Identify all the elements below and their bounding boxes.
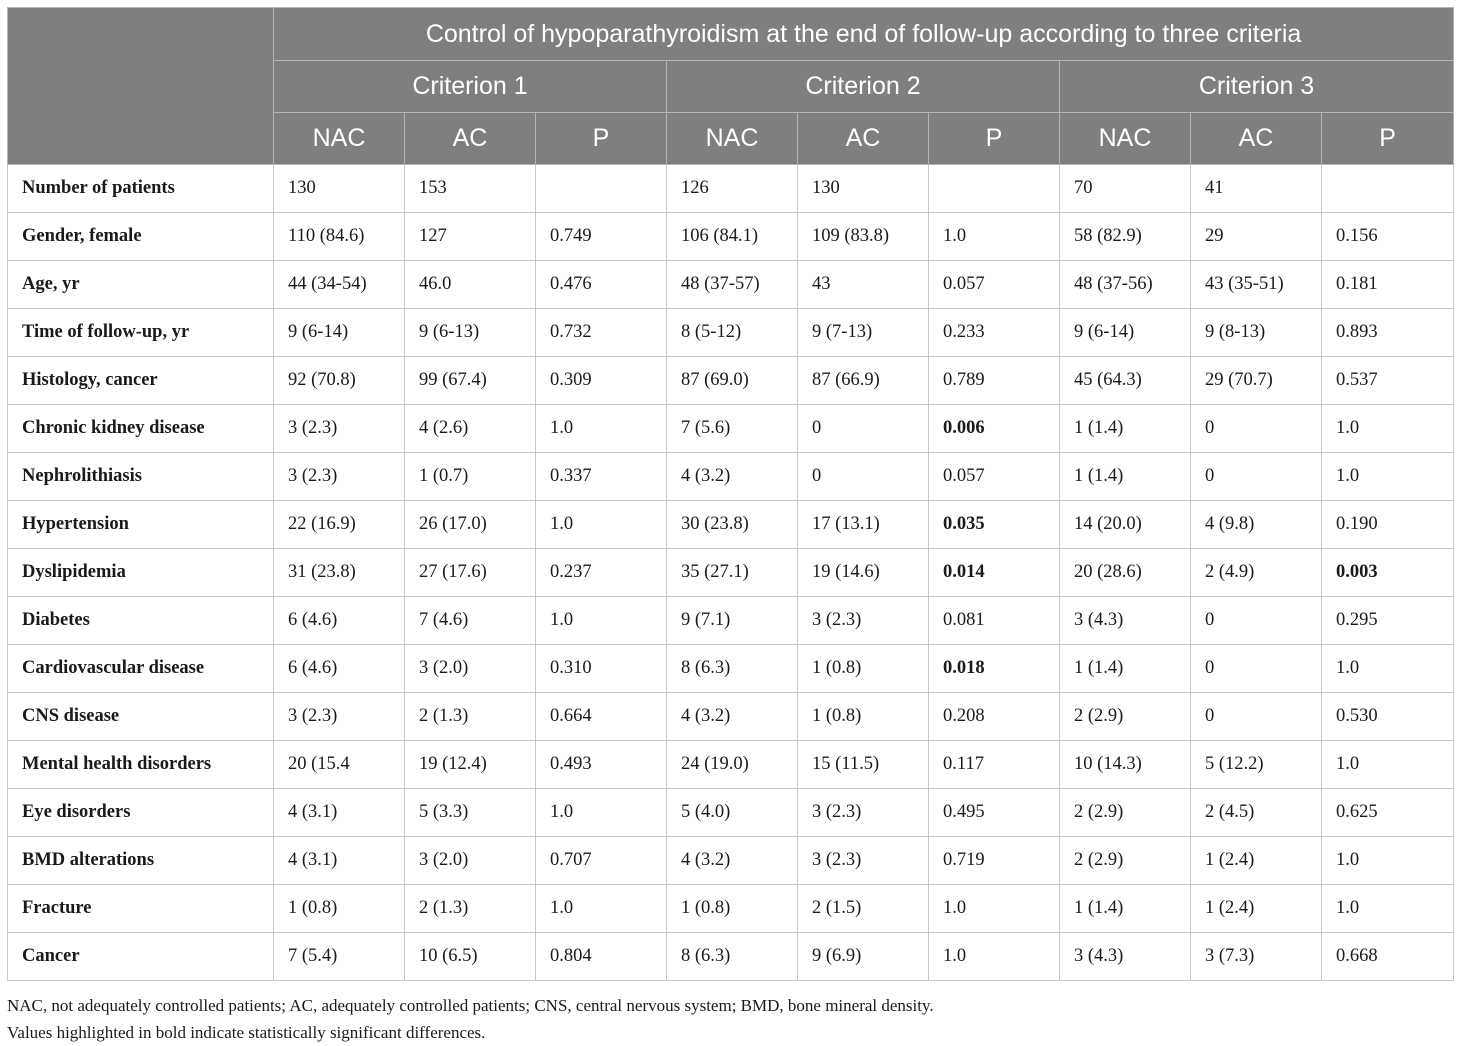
c3-ac-cell: 0 <box>1191 597 1322 645</box>
c2-ac-cell: 0 <box>798 453 929 501</box>
c2-ac-header: AC <box>798 113 929 165</box>
row-label: Histology, cancer <box>8 357 274 405</box>
c1-nac-cell: 22 (16.9) <box>274 501 405 549</box>
c3-p-cell: 0.668 <box>1322 933 1454 981</box>
c3-p-cell: 0.537 <box>1322 357 1454 405</box>
row-label: Cancer <box>8 933 274 981</box>
table-row <box>8 693 1454 741</box>
table-footnotes <box>7 992 934 1046</box>
c3-nac-cell: 2 (2.9) <box>1060 837 1191 885</box>
c2-nac-cell: 8 (5-12) <box>667 309 798 357</box>
row-label: Number of patients <box>8 165 274 213</box>
c3-nac-cell: 3 (4.3) <box>1060 933 1191 981</box>
c3-nac-cell: 58 (82.9) <box>1060 213 1191 261</box>
c2-p-cell: 0.006 <box>929 405 1060 453</box>
c3-nac-cell: 1 (1.4) <box>1060 645 1191 693</box>
c3-ac-cell: 0 <box>1191 453 1322 501</box>
table-row <box>8 933 1454 981</box>
c1-ac-cell: 19 (12.4) <box>405 741 536 789</box>
c3-ac-cell: 29 <box>1191 213 1322 261</box>
c2-nac-cell: 5 (4.0) <box>667 789 798 837</box>
c3-p-cell: 0.625 <box>1322 789 1454 837</box>
criterion-2-header: Criterion 2 <box>667 61 1060 113</box>
table-row <box>8 741 1454 789</box>
c1-p-cell: 0.237 <box>536 549 667 597</box>
c1-ac-cell: 5 (3.3) <box>405 789 536 837</box>
c1-p-cell: 0.707 <box>536 837 667 885</box>
c1-ac-cell: 127 <box>405 213 536 261</box>
row-label: Hypertension <box>8 501 274 549</box>
c1-p-cell: 1.0 <box>536 405 667 453</box>
c1-ac-cell: 1 (0.7) <box>405 453 536 501</box>
c3-ac-cell: 2 (4.5) <box>1191 789 1322 837</box>
c2-nac-cell: 87 (69.0) <box>667 357 798 405</box>
c1-nac-cell: 3 (2.3) <box>274 405 405 453</box>
footnote-abbreviations: NAC, not adequately controlled patients; AC, adequately controlled patients; CNS, central nervous system; BMD, bone mineral density. <box>7 996 934 1015</box>
c1-nac-cell: 6 (4.6) <box>274 597 405 645</box>
c3-p-cell: 0.530 <box>1322 693 1454 741</box>
c2-p-cell <box>929 165 1060 213</box>
table-row <box>8 885 1454 933</box>
c1-p-cell: 1.0 <box>536 597 667 645</box>
c1-nac-cell: 44 (34-54) <box>274 261 405 309</box>
table-row <box>8 165 1454 213</box>
c3-nac-cell: 1 (1.4) <box>1060 453 1191 501</box>
c1-ac-cell: 2 (1.3) <box>405 885 536 933</box>
c1-nac-cell: 31 (23.8) <box>274 549 405 597</box>
c3-p-cell: 0.181 <box>1322 261 1454 309</box>
c3-p-cell: 1.0 <box>1322 885 1454 933</box>
c2-p-cell: 1.0 <box>929 213 1060 261</box>
c3-p-cell <box>1322 165 1454 213</box>
c1-nac-cell: 1 (0.8) <box>274 885 405 933</box>
c1-p-cell <box>536 165 667 213</box>
row-label: Time of follow-up, yr <box>8 309 274 357</box>
c3-ac-cell: 1 (2.4) <box>1191 837 1322 885</box>
c1-p-cell: 1.0 <box>536 501 667 549</box>
c3-nac-cell: 10 (14.3) <box>1060 741 1191 789</box>
table-row <box>8 837 1454 885</box>
c3-ac-cell: 0 <box>1191 693 1322 741</box>
row-label: Diabetes <box>8 597 274 645</box>
c2-ac-cell: 2 (1.5) <box>798 885 929 933</box>
c2-p-cell: 0.057 <box>929 261 1060 309</box>
c2-p-header: P <box>929 113 1060 165</box>
c1-p-cell: 1.0 <box>536 885 667 933</box>
c3-nac-cell: 2 (2.9) <box>1060 693 1191 741</box>
c3-ac-cell: 9 (8-13) <box>1191 309 1322 357</box>
c3-p-cell: 1.0 <box>1322 453 1454 501</box>
c3-p-cell: 1.0 <box>1322 645 1454 693</box>
c1-ac-cell: 27 (17.6) <box>405 549 536 597</box>
c2-ac-cell: 15 (11.5) <box>798 741 929 789</box>
c1-nac-cell: 4 (3.1) <box>274 789 405 837</box>
c3-nac-header: NAC <box>1060 113 1191 165</box>
row-label: Nephrolithiasis <box>8 453 274 501</box>
row-label: Cardiovascular disease <box>8 645 274 693</box>
c1-p-cell: 0.493 <box>536 741 667 789</box>
table-row <box>8 309 1454 357</box>
table-row <box>8 357 1454 405</box>
c1-ac-cell: 3 (2.0) <box>405 837 536 885</box>
c1-p-header: P <box>536 113 667 165</box>
results-table-container <box>7 7 1453 981</box>
c2-ac-cell: 9 (7-13) <box>798 309 929 357</box>
c1-ac-cell: 99 (67.4) <box>405 357 536 405</box>
row-label: CNS disease <box>8 693 274 741</box>
c3-ac-cell: 29 (70.7) <box>1191 357 1322 405</box>
c1-p-cell: 0.749 <box>536 213 667 261</box>
row-label: Mental health disorders <box>8 741 274 789</box>
c3-p-cell: 0.190 <box>1322 501 1454 549</box>
c3-ac-header: AC <box>1191 113 1322 165</box>
c1-nac-cell: 9 (6-14) <box>274 309 405 357</box>
c1-p-cell: 0.476 <box>536 261 667 309</box>
c2-ac-cell: 3 (2.3) <box>798 837 929 885</box>
c2-p-cell: 1.0 <box>929 885 1060 933</box>
c2-nac-cell: 30 (23.8) <box>667 501 798 549</box>
c1-p-cell: 0.664 <box>536 693 667 741</box>
c3-p-cell: 1.0 <box>1322 405 1454 453</box>
criterion-1-header: Criterion 1 <box>274 61 667 113</box>
c3-ac-cell: 0 <box>1191 645 1322 693</box>
c1-ac-cell: 10 (6.5) <box>405 933 536 981</box>
c3-ac-cell: 5 (12.2) <box>1191 741 1322 789</box>
c1-ac-cell: 2 (1.3) <box>405 693 536 741</box>
c2-p-cell: 0.014 <box>929 549 1060 597</box>
table-row <box>8 501 1454 549</box>
c2-nac-cell: 1 (0.8) <box>667 885 798 933</box>
c3-ac-cell: 4 (9.8) <box>1191 501 1322 549</box>
c2-p-cell: 0.035 <box>929 501 1060 549</box>
row-label: Age, yr <box>8 261 274 309</box>
c1-nac-cell: 3 (2.3) <box>274 453 405 501</box>
c3-p-cell: 0.003 <box>1322 549 1454 597</box>
row-label: Eye disorders <box>8 789 274 837</box>
row-label: Fracture <box>8 885 274 933</box>
c2-nac-cell: 35 (27.1) <box>667 549 798 597</box>
c3-nac-cell: 70 <box>1060 165 1191 213</box>
c1-p-cell: 1.0 <box>536 789 667 837</box>
c2-p-cell: 0.117 <box>929 741 1060 789</box>
table-row <box>8 405 1454 453</box>
c2-nac-cell: 9 (7.1) <box>667 597 798 645</box>
c2-p-cell: 0.018 <box>929 645 1060 693</box>
c1-nac-cell: 6 (4.6) <box>274 645 405 693</box>
c2-p-cell: 0.208 <box>929 693 1060 741</box>
c1-ac-cell: 3 (2.0) <box>405 645 536 693</box>
row-label: Dyslipidemia <box>8 549 274 597</box>
c3-p-cell: 0.156 <box>1322 213 1454 261</box>
c3-p-cell: 0.295 <box>1322 597 1454 645</box>
c3-nac-cell: 9 (6-14) <box>1060 309 1191 357</box>
table-row <box>8 645 1454 693</box>
c3-ac-cell: 0 <box>1191 405 1322 453</box>
c3-ac-cell: 1 (2.4) <box>1191 885 1322 933</box>
c3-nac-cell: 45 (64.3) <box>1060 357 1191 405</box>
c1-ac-cell: 153 <box>405 165 536 213</box>
c2-ac-cell: 87 (66.9) <box>798 357 929 405</box>
table-main-title: Control of hypoparathyroidism at the end of follow-up according to three criteria <box>274 8 1454 61</box>
c2-ac-cell: 0 <box>798 405 929 453</box>
c1-nac-cell: 7 (5.4) <box>274 933 405 981</box>
c2-nac-cell: 4 (3.2) <box>667 837 798 885</box>
c2-ac-cell: 43 <box>798 261 929 309</box>
table-row <box>8 261 1454 309</box>
c1-nac-cell: 3 (2.3) <box>274 693 405 741</box>
c1-p-cell: 0.310 <box>536 645 667 693</box>
row-label: Gender, female <box>8 213 274 261</box>
c1-ac-cell: 9 (6-13) <box>405 309 536 357</box>
c3-nac-cell: 14 (20.0) <box>1060 501 1191 549</box>
c2-nac-cell: 48 (37-57) <box>667 261 798 309</box>
c3-ac-cell: 43 (35-51) <box>1191 261 1322 309</box>
c2-ac-cell: 1 (0.8) <box>798 693 929 741</box>
c2-ac-cell: 3 (2.3) <box>798 789 929 837</box>
c3-p-cell: 1.0 <box>1322 741 1454 789</box>
c1-ac-header: AC <box>405 113 536 165</box>
table-row <box>8 453 1454 501</box>
c1-p-cell: 0.309 <box>536 357 667 405</box>
c3-nac-cell: 1 (1.4) <box>1060 405 1191 453</box>
c2-ac-cell: 17 (13.1) <box>798 501 929 549</box>
c2-nac-cell: 4 (3.2) <box>667 693 798 741</box>
c2-p-cell: 0.789 <box>929 357 1060 405</box>
row-label: Chronic kidney disease <box>8 405 274 453</box>
c3-nac-cell: 20 (28.6) <box>1060 549 1191 597</box>
c2-p-cell: 0.081 <box>929 597 1060 645</box>
c3-ac-cell: 41 <box>1191 165 1322 213</box>
table-row <box>8 597 1454 645</box>
c3-p-cell: 0.893 <box>1322 309 1454 357</box>
c3-p-header: P <box>1322 113 1454 165</box>
c1-nac-cell: 110 (84.6) <box>274 213 405 261</box>
c3-ac-cell: 2 (4.9) <box>1191 549 1322 597</box>
results-table <box>7 7 1454 981</box>
c2-nac-header: NAC <box>667 113 798 165</box>
c2-p-cell: 0.719 <box>929 837 1060 885</box>
row-label-header <box>8 8 274 165</box>
c1-ac-cell: 7 (4.6) <box>405 597 536 645</box>
c2-ac-cell: 3 (2.3) <box>798 597 929 645</box>
footnote-significance: Values highlighted in bold indicate statistically significant differences. <box>7 1023 486 1042</box>
c3-nac-cell: 1 (1.4) <box>1060 885 1191 933</box>
table-row <box>8 789 1454 837</box>
c2-ac-cell: 130 <box>798 165 929 213</box>
c2-ac-cell: 109 (83.8) <box>798 213 929 261</box>
table-body <box>8 165 1454 981</box>
c1-p-cell: 0.804 <box>536 933 667 981</box>
c2-nac-cell: 8 (6.3) <box>667 933 798 981</box>
c2-nac-cell: 4 (3.2) <box>667 453 798 501</box>
c3-nac-cell: 3 (4.3) <box>1060 597 1191 645</box>
table-row <box>8 549 1454 597</box>
c2-nac-cell: 8 (6.3) <box>667 645 798 693</box>
c1-p-cell: 0.732 <box>536 309 667 357</box>
c3-ac-cell: 3 (7.3) <box>1191 933 1322 981</box>
c1-p-cell: 0.337 <box>536 453 667 501</box>
c1-nac-cell: 92 (70.8) <box>274 357 405 405</box>
c2-nac-cell: 24 (19.0) <box>667 741 798 789</box>
c2-nac-cell: 126 <box>667 165 798 213</box>
c3-nac-cell: 2 (2.9) <box>1060 789 1191 837</box>
row-label: BMD alterations <box>8 837 274 885</box>
c2-nac-cell: 106 (84.1) <box>667 213 798 261</box>
c2-p-cell: 0.057 <box>929 453 1060 501</box>
c1-nac-header: NAC <box>274 113 405 165</box>
criterion-3-header: Criterion 3 <box>1060 61 1454 113</box>
c2-p-cell: 0.233 <box>929 309 1060 357</box>
table-row <box>8 213 1454 261</box>
c1-ac-cell: 4 (2.6) <box>405 405 536 453</box>
c2-ac-cell: 9 (6.9) <box>798 933 929 981</box>
c2-p-cell: 1.0 <box>929 933 1060 981</box>
c2-ac-cell: 1 (0.8) <box>798 645 929 693</box>
c1-nac-cell: 130 <box>274 165 405 213</box>
c1-ac-cell: 26 (17.0) <box>405 501 536 549</box>
c2-ac-cell: 19 (14.6) <box>798 549 929 597</box>
c3-p-cell: 1.0 <box>1322 837 1454 885</box>
c3-nac-cell: 48 (37-56) <box>1060 261 1191 309</box>
c2-nac-cell: 7 (5.6) <box>667 405 798 453</box>
c1-ac-cell: 46.0 <box>405 261 536 309</box>
c1-nac-cell: 4 (3.1) <box>274 837 405 885</box>
c2-p-cell: 0.495 <box>929 789 1060 837</box>
c1-nac-cell: 20 (15.4 <box>274 741 405 789</box>
